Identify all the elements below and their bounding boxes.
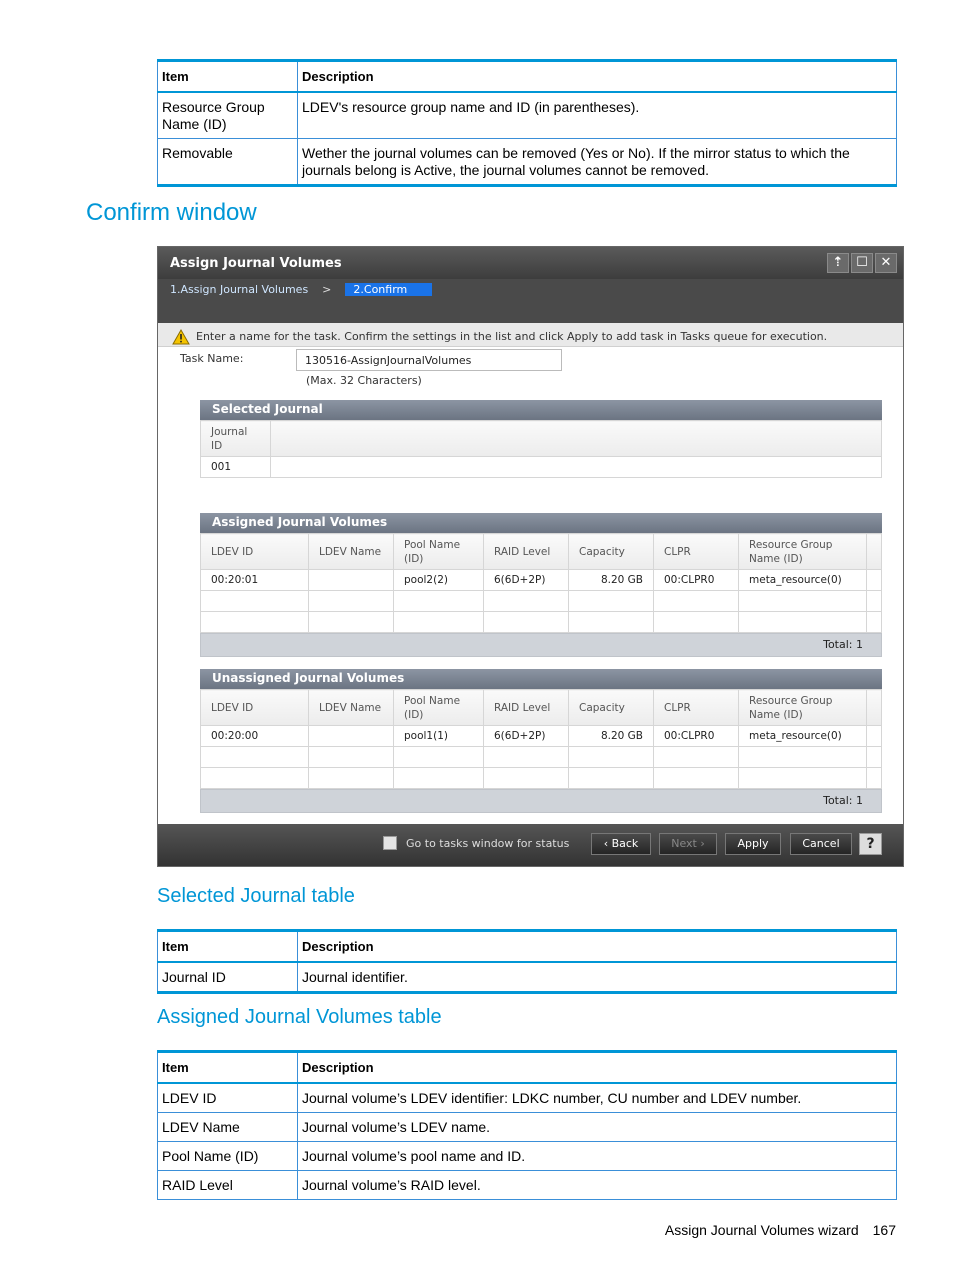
col-header-item: Item <box>158 931 298 963</box>
dialog-footer <box>158 824 903 866</box>
assigned-volumes-panel <box>200 513 882 657</box>
col-header-ldev-name[interactable]: LDEV Name <box>309 690 394 726</box>
selected-journal-title: Selected Journal <box>200 400 882 420</box>
assigned-total: Total: 1 <box>200 633 882 657</box>
capacity-cell: 8.20 GB <box>569 726 654 747</box>
table-row <box>158 1083 897 1113</box>
assigned-volumes-grid <box>200 533 882 633</box>
breadcrumb-step-confirm: 2.Confirm <box>345 283 432 296</box>
filler-cell <box>867 726 882 747</box>
go-to-tasks-checkbox[interactable] <box>383 836 397 850</box>
instruction-bar <box>158 323 903 347</box>
help-icon[interactable]: ? <box>859 833 882 855</box>
description-cell: Journal volume’s LDEV identifier: LDKC number, CU number and LDEV number. <box>298 1083 897 1113</box>
empty-row <box>201 747 882 768</box>
selected-journal-grid <box>200 420 882 478</box>
task-name-hint: (Max. 32 Characters) <box>306 374 422 387</box>
col-header-description: Description <box>298 1052 897 1084</box>
table-row <box>158 139 897 186</box>
task-name-input[interactable] <box>296 349 562 371</box>
table-row <box>158 1113 897 1142</box>
back-button[interactable] <box>591 833 651 855</box>
maximize-icon[interactable]: ☐ <box>851 253 873 273</box>
back-label: Back <box>611 837 639 850</box>
ldev-name-cell <box>309 726 394 747</box>
col-header-filler <box>867 534 882 570</box>
col-header-filler <box>867 690 882 726</box>
page-footer <box>651 1222 896 1238</box>
grid-header-row <box>201 534 882 570</box>
raid-level-cell: 6(6D+2P) <box>484 726 569 747</box>
clpr-cell: 00:CLPR0 <box>654 726 739 747</box>
table-row[interactable] <box>201 570 882 591</box>
table-row[interactable] <box>201 726 882 747</box>
table-header-row <box>158 1052 897 1084</box>
col-header-resource-group[interactable]: Resource Group Name (ID) <box>739 690 867 726</box>
table-row[interactable] <box>201 457 882 478</box>
cancel-button[interactable]: Cancel <box>790 833 852 855</box>
item-cell: Journal ID <box>158 962 298 993</box>
description-cell: Journal volume’s RAID level. <box>298 1171 897 1200</box>
ldev-id-cell: 00:20:00 <box>201 726 309 747</box>
apply-button[interactable]: Apply <box>725 833 781 855</box>
table-header-row <box>158 931 897 963</box>
empty-row <box>201 591 882 612</box>
table-row <box>158 92 897 139</box>
col-header-raid-level[interactable]: RAID Level <box>484 690 569 726</box>
item-cell: Resource Group Name (ID) <box>158 92 298 139</box>
close-icon[interactable]: ✕ <box>875 253 897 273</box>
item-cell: Removable <box>158 139 298 186</box>
journal-id-cell: 001 <box>201 457 271 478</box>
item-cell: RAID Level <box>158 1171 298 1200</box>
dialog-title: Assign Journal Volumes <box>170 256 342 271</box>
item-cell: LDEV Name <box>158 1113 298 1142</box>
resource-group-cell: meta_resource(0) <box>739 726 867 747</box>
unassigned-volumes-title: Unassigned Journal Volumes <box>200 669 882 689</box>
page-number: 167 <box>872 1222 896 1238</box>
grid-header-row <box>201 421 882 457</box>
next-label: Next <box>671 837 697 850</box>
col-header-item: Item <box>158 1052 298 1084</box>
selected-journal-heading: Selected Journal table <box>157 885 355 907</box>
resource-group-cell: meta_resource(0) <box>739 570 867 591</box>
clpr-cell: 00:CLPR0 <box>654 570 739 591</box>
unassigned-volumes-panel <box>200 669 882 813</box>
col-header-pool-name[interactable]: Pool Name (ID) <box>394 690 484 726</box>
unassigned-volumes-grid <box>200 689 882 789</box>
selected-journal-panel <box>200 400 882 478</box>
col-header-clpr[interactable]: CLPR <box>654 690 739 726</box>
task-name-label: Task Name: <box>180 352 244 365</box>
empty-row <box>201 768 882 789</box>
raid-level-cell: 6(6D+2P) <box>484 570 569 591</box>
description-cell: LDEV's resource group name and ID (in parentheses). <box>298 92 897 139</box>
window-controls <box>827 253 897 273</box>
go-to-tasks-label[interactable]: Go to tasks window for status <box>406 837 570 850</box>
col-header-pool-name[interactable]: Pool Name (ID) <box>394 534 484 570</box>
col-header-blank <box>271 421 882 457</box>
description-cell: Journal volume’s pool name and ID. <box>298 1142 897 1171</box>
table-header-row <box>158 61 897 93</box>
col-header-ldev-id[interactable]: LDEV ID <box>201 690 309 726</box>
col-header-description: Description <box>298 61 897 93</box>
assigned-volumes-title: Assigned Journal Volumes <box>200 513 882 533</box>
col-header-raid-level[interactable]: RAID Level <box>484 534 569 570</box>
col-header-capacity[interactable]: Capacity <box>569 690 654 726</box>
breadcrumb-step-assign[interactable]: 1.Assign Journal Volumes <box>170 283 309 296</box>
description-cell: Journal identifier. <box>298 962 897 993</box>
assigned-volumes-heading: Assigned Journal Volumes table <box>157 1006 442 1028</box>
breadcrumb-separator: > <box>322 283 332 296</box>
empty-row <box>201 612 882 633</box>
col-header-clpr[interactable]: CLPR <box>654 534 739 570</box>
selected-journal-table <box>157 929 897 994</box>
warning-icon <box>172 329 190 345</box>
footer-title: Assign Journal Volumes wizard <box>664 1222 859 1238</box>
resource-table <box>157 59 897 187</box>
item-cell: Pool Name (ID) <box>158 1142 298 1171</box>
assigned-volumes-table <box>157 1050 897 1200</box>
col-header-ldev-id[interactable]: LDEV ID <box>201 534 309 570</box>
col-header-resource-group[interactable]: Resource Group Name (ID) <box>739 534 867 570</box>
blank-cell <box>271 457 882 478</box>
col-header-item: Item <box>158 61 298 93</box>
item-cell: LDEV ID <box>158 1083 298 1113</box>
ldev-id-cell: 00:20:01 <box>201 570 309 591</box>
chevron-left-icon: ‹ <box>603 837 612 850</box>
assign-journal-volumes-dialog <box>157 246 904 867</box>
capacity-cell: 8.20 GB <box>569 570 654 591</box>
col-header-description: Description <box>298 931 897 963</box>
ldev-name-cell <box>309 570 394 591</box>
col-header-journal-id[interactable]: Journal ID <box>201 421 271 457</box>
description-cell: Journal volume’s LDEV name. <box>298 1113 897 1142</box>
section-heading: Confirm window <box>86 199 257 226</box>
col-header-capacity[interactable]: Capacity <box>569 534 654 570</box>
wizard-breadcrumb <box>158 279 903 323</box>
table-row <box>158 1142 897 1171</box>
table-row <box>158 1171 897 1200</box>
instruction-text: Enter a name for the task. Confirm the settings in the list and click Apply to add task in Tasks queue for execution. <box>196 330 828 343</box>
pool-name-cell: pool2(2) <box>394 570 484 591</box>
pin-icon[interactable]: ⇡ <box>827 253 849 273</box>
chevron-right-icon: › <box>696 837 705 850</box>
grid-header-row <box>201 690 882 726</box>
col-header-ldev-name[interactable]: LDEV Name <box>309 534 394 570</box>
table-row <box>158 962 897 993</box>
filler-cell <box>867 570 882 591</box>
unassigned-total: Total: 1 <box>200 789 882 813</box>
next-button <box>659 833 717 855</box>
dialog-title-bar <box>158 247 903 279</box>
description-cell: Wether the journal volumes can be removed (Yes or No). If the mirror status to which the journals belong is Active, the journal volumes cannot be removed. <box>298 139 897 186</box>
pool-name-cell: pool1(1) <box>394 726 484 747</box>
